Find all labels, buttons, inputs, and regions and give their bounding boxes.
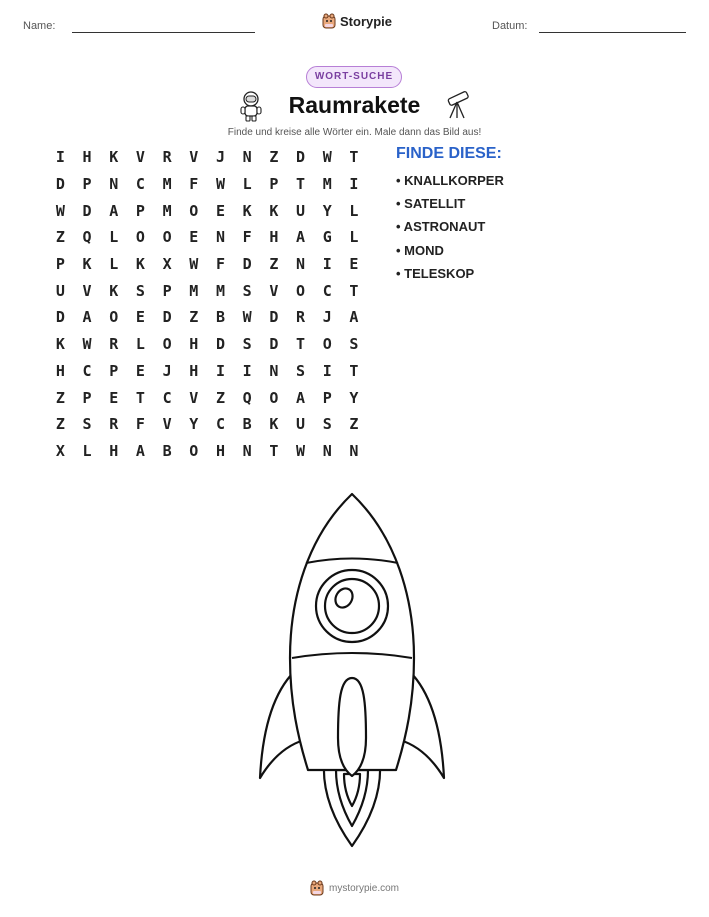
grid-letter[interactable]: W xyxy=(82,335,92,354)
word-list-heading: FINDE DIESE: xyxy=(396,145,502,162)
grid-letter[interactable]: H xyxy=(189,361,199,380)
grid-letter[interactable]: H xyxy=(109,441,119,460)
grid-row xyxy=(47,197,367,224)
grid-letter[interactable]: F xyxy=(135,415,145,434)
grid-letter[interactable]: S xyxy=(322,415,332,434)
grid-letter[interactable]: J xyxy=(162,361,172,380)
grid-letter[interactable]: W xyxy=(242,308,252,327)
grid-letter[interactable]: G xyxy=(322,228,332,247)
grid-letter[interactable]: K xyxy=(269,201,279,220)
word-list-item: • KNALLKORPER xyxy=(396,173,504,188)
grid-letter[interactable]: N xyxy=(322,441,332,460)
grid-letter[interactable]: E xyxy=(135,308,145,327)
grid-letter[interactable]: Q xyxy=(242,388,252,407)
grid-letter[interactable]: Z xyxy=(349,415,359,434)
brand-name: Storypie xyxy=(340,13,393,29)
grid-letter[interactable]: O xyxy=(189,441,199,460)
grid-letter[interactable]: O xyxy=(162,228,172,247)
grid-letter[interactable]: P xyxy=(322,388,332,407)
grid-letter[interactable]: D xyxy=(55,175,65,194)
grid-letter[interactable]: N xyxy=(109,175,119,194)
grid-letter[interactable]: S xyxy=(242,281,252,300)
grid-letter[interactable]: L xyxy=(349,201,359,220)
grid-letter[interactable]: V xyxy=(189,388,199,407)
grid-letter[interactable]: N xyxy=(242,441,252,460)
grid-letter[interactable]: D xyxy=(82,201,92,220)
grid-letter[interactable]: N xyxy=(296,255,306,274)
center-fin xyxy=(338,678,366,776)
grid-letter[interactable]: A xyxy=(296,388,306,407)
grid-letter[interactable]: B xyxy=(162,441,172,460)
grid-row xyxy=(47,277,367,304)
grid-letter[interactable]: D xyxy=(55,308,65,327)
category-badge: WORT-SUCHE xyxy=(306,66,402,88)
grid-letter[interactable]: P xyxy=(109,361,119,380)
grid-letter[interactable]: P xyxy=(82,388,92,407)
grid-letter[interactable]: Y xyxy=(349,388,359,407)
grid-letter[interactable]: D xyxy=(242,255,252,274)
grid-letter[interactable]: M xyxy=(189,281,199,300)
grid-letter[interactable]: K xyxy=(55,335,65,354)
grid-letter[interactable]: V xyxy=(269,281,279,300)
grid-letter[interactable]: K xyxy=(109,148,119,167)
grid-letter[interactable]: N xyxy=(215,228,225,247)
grid-letter[interactable]: T xyxy=(296,335,306,354)
grid-letter[interactable]: W xyxy=(296,441,306,460)
grid-letter[interactable]: E xyxy=(109,388,119,407)
name-line[interactable] xyxy=(72,32,255,33)
grid-letter[interactable]: C xyxy=(82,361,92,380)
grid-letter[interactable]: D xyxy=(269,335,279,354)
rocket-coloring-illustration[interactable] xyxy=(252,488,452,850)
grid-row xyxy=(47,384,367,411)
grid-letter[interactable]: M xyxy=(322,175,332,194)
grid-letter[interactable]: K xyxy=(109,281,119,300)
telescope-icon xyxy=(442,90,472,120)
page-title: Raumrakete xyxy=(288,92,421,118)
grid-letter[interactable]: M xyxy=(215,281,225,300)
grid-letter[interactable]: V xyxy=(82,281,92,300)
grid-letter[interactable]: I xyxy=(322,255,332,274)
grid-letter[interactable]: I xyxy=(215,361,225,380)
grid-letter[interactable]: C xyxy=(135,175,145,194)
window-inner xyxy=(325,579,379,633)
grid-letter[interactable]: Y xyxy=(322,201,332,220)
word-list xyxy=(396,172,504,288)
grid-letter[interactable]: D xyxy=(269,308,279,327)
grid-letter[interactable]: X xyxy=(162,255,172,274)
grid-row xyxy=(47,411,367,438)
grid-letter[interactable]: K xyxy=(82,255,92,274)
grid-letter[interactable]: R xyxy=(109,415,119,434)
grid-row xyxy=(47,358,367,385)
date-label: Datum: xyxy=(492,20,528,32)
grid-letter[interactable]: N xyxy=(349,441,359,460)
grid-letter[interactable]: Z xyxy=(189,308,199,327)
grid-letter[interactable]: L xyxy=(109,228,119,247)
grid-letter[interactable]: Z xyxy=(55,415,65,434)
grid-letter[interactable]: L xyxy=(82,441,92,460)
grid-letter[interactable]: D xyxy=(215,335,225,354)
grid-row xyxy=(47,331,367,358)
grid-letter[interactable]: S xyxy=(82,415,92,434)
grid-letter[interactable]: E xyxy=(215,201,225,220)
grid-letter[interactable]: O xyxy=(322,335,332,354)
footer xyxy=(0,880,709,896)
grid-letter[interactable]: F xyxy=(242,228,252,247)
grid-letter[interactable]: W xyxy=(189,255,199,274)
grid-letter[interactable]: X xyxy=(55,441,65,460)
grid-letter[interactable]: J xyxy=(322,308,332,327)
grid-letter[interactable]: A xyxy=(135,441,145,460)
grid-letter[interactable]: O xyxy=(109,308,119,327)
grid-letter[interactable]: L xyxy=(349,228,359,247)
grid-letter[interactable]: O xyxy=(135,228,145,247)
grid-letter[interactable]: A xyxy=(296,228,306,247)
grid-letter[interactable]: S xyxy=(242,335,252,354)
grid-letter[interactable]: U xyxy=(296,415,306,434)
grid-letter[interactable]: S xyxy=(349,335,359,354)
grid-letter[interactable]: A xyxy=(109,201,119,220)
word-list-item: • MOND xyxy=(396,242,444,258)
grid-letter[interactable]: C xyxy=(162,388,172,407)
grid-letter[interactable]: L xyxy=(109,255,119,274)
grid-letter[interactable]: R xyxy=(162,148,172,167)
grid-letter[interactable]: U xyxy=(55,281,65,300)
grid-letter[interactable]: P xyxy=(135,201,145,220)
grid-row xyxy=(47,251,367,278)
grid-letter[interactable]: E xyxy=(189,228,199,247)
grid-letter[interactable]: T xyxy=(296,175,306,194)
grid-letter[interactable]: M xyxy=(162,201,172,220)
grid-letter[interactable]: A xyxy=(82,308,92,327)
grid-letter[interactable]: K xyxy=(242,201,252,220)
word-search-grid[interactable] xyxy=(47,144,367,464)
grid-letter[interactable]: P xyxy=(82,175,92,194)
grid-letter[interactable]: S xyxy=(296,361,306,380)
grid-letter[interactable]: Z xyxy=(55,228,65,247)
grid-letter[interactable]: B xyxy=(215,308,225,327)
grid-letter[interactable]: N xyxy=(242,148,252,167)
grid-letter[interactable]: H xyxy=(189,335,199,354)
grid-letter[interactable]: A xyxy=(349,308,359,327)
grid-letter[interactable]: Q xyxy=(82,228,92,247)
grid-letter[interactable]: I xyxy=(349,175,359,194)
grid-letter[interactable]: Z xyxy=(269,148,279,167)
grid-letter[interactable]: I xyxy=(322,361,332,380)
grid-letter[interactable]: L xyxy=(242,175,252,194)
grid-letter[interactable]: C xyxy=(322,281,332,300)
name-label: Name: xyxy=(23,20,56,32)
grid-letter[interactable]: F xyxy=(215,255,225,274)
grid-letter[interactable]: Z xyxy=(215,388,225,407)
grid-letter[interactable]: D xyxy=(296,148,306,167)
grid-letter[interactable]: K xyxy=(135,255,145,274)
grid-letter[interactable]: R xyxy=(109,335,119,354)
grid-row xyxy=(47,224,367,251)
grid-letter[interactable]: W xyxy=(322,148,332,167)
storypie-mascot-icon xyxy=(310,880,324,896)
grid-letter[interactable]: E xyxy=(349,255,359,274)
grid-letter[interactable]: T xyxy=(135,388,145,407)
storypie-mascot-icon xyxy=(322,13,336,29)
grid-row xyxy=(47,144,367,171)
grid-letter[interactable]: V xyxy=(189,148,199,167)
grid-letter[interactable]: F xyxy=(189,175,199,194)
grid-letter[interactable]: M xyxy=(162,175,172,194)
grid-letter[interactable]: K xyxy=(269,415,279,434)
grid-letter[interactable]: W xyxy=(55,201,65,220)
word-list-item: • SATELLIT xyxy=(396,196,466,212)
grid-letter[interactable]: T xyxy=(349,361,359,380)
grid-letter[interactable]: J xyxy=(215,148,225,167)
grid-letter[interactable]: P xyxy=(162,281,172,300)
grid-row xyxy=(47,171,367,198)
grid-letter[interactable]: N xyxy=(269,361,279,380)
grid-letter[interactable]: T xyxy=(349,281,359,300)
grid-letter[interactable]: P xyxy=(269,175,279,194)
grid-letter[interactable]: T xyxy=(349,148,359,167)
grid-letter[interactable]: Z xyxy=(55,388,65,407)
word-list-item: • ASTRONAUT xyxy=(396,219,486,235)
instructions: Finde und kreise alle Wörter ein. Male dann das Bild aus! xyxy=(227,127,482,138)
grid-letter[interactable]: L xyxy=(135,335,145,354)
grid-letter[interactable]: I xyxy=(55,148,65,167)
grid-letter[interactable]: H xyxy=(269,228,279,247)
grid-letter[interactable]: V xyxy=(162,415,172,434)
word-list-item: • TELESKOP xyxy=(396,265,475,281)
grid-letter[interactable]: E xyxy=(135,361,145,380)
grid-letter[interactable]: B xyxy=(242,415,252,434)
grid-letter[interactable]: T xyxy=(269,441,279,460)
brand-logo xyxy=(322,13,392,29)
grid-letter[interactable]: O xyxy=(162,335,172,354)
grid-letter[interactable]: H xyxy=(82,148,92,167)
grid-letter[interactable]: D xyxy=(162,308,172,327)
grid-letter[interactable]: O xyxy=(189,201,199,220)
grid-letter[interactable]: H xyxy=(55,361,65,380)
grid-letter[interactable]: Z xyxy=(269,255,279,274)
footer-url[interactable]: mystorypie.com xyxy=(328,882,399,894)
grid-letter[interactable]: R xyxy=(296,308,306,327)
grid-letter[interactable]: O xyxy=(296,281,306,300)
grid-letter[interactable]: I xyxy=(242,361,252,380)
grid-row xyxy=(47,304,367,331)
date-line[interactable] xyxy=(539,32,686,33)
grid-letter[interactable]: U xyxy=(296,201,306,220)
grid-letter[interactable]: P xyxy=(55,255,65,274)
grid-letter[interactable]: H xyxy=(215,441,225,460)
grid-letter[interactable]: S xyxy=(135,281,145,300)
grid-letter[interactable]: O xyxy=(269,388,279,407)
grid-letter[interactable]: W xyxy=(215,175,225,194)
grid-letter[interactable]: Y xyxy=(189,415,199,434)
grid-letter[interactable]: V xyxy=(135,148,145,167)
grid-row xyxy=(47,438,367,465)
grid-letter[interactable]: C xyxy=(215,415,225,434)
